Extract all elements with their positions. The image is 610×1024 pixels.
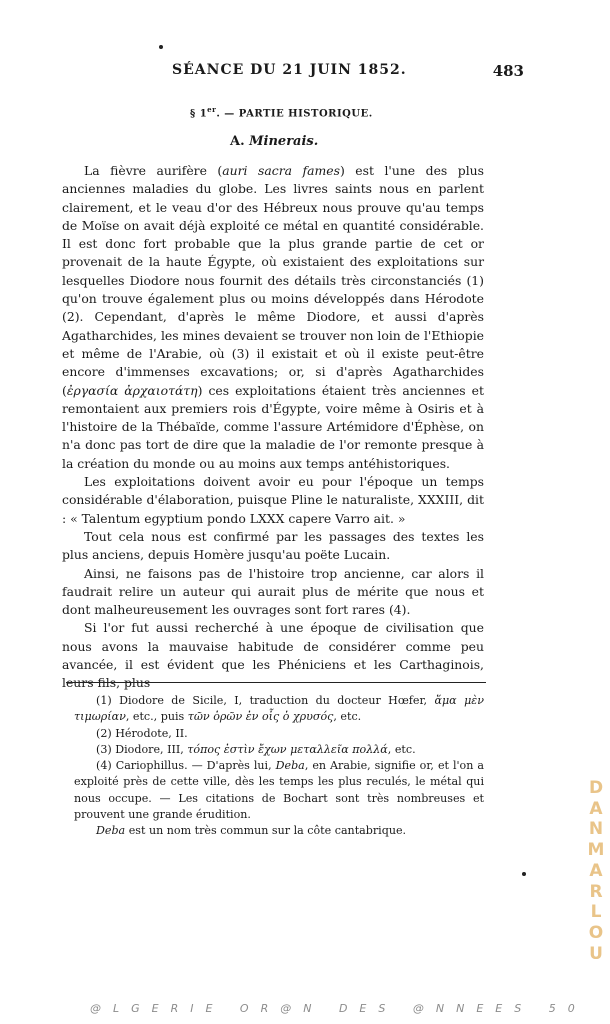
speck-mark <box>159 45 163 49</box>
subsection-name: Minerais. <box>249 134 319 149</box>
watermark-letter: R <box>589 881 603 902</box>
text-run: est un nom très commun sur la côte cantabrique. <box>125 824 407 838</box>
text-run: (3) Diodore, III, <box>96 742 188 756</box>
section-sup: er <box>207 105 217 114</box>
greek-run: ἅμα μὲν τιμωρίαν <box>74 694 484 724</box>
footnote <box>74 823 484 839</box>
section-mark: § 1 <box>190 108 208 120</box>
paragraph: Les exploitations doivent avoir eu pour l'époque un temps considérable d'élaboration, puisque Pline le naturaliste, XXXIII, dit : « Talentum egyptium pondo LXXX capere Varro ait. » <box>62 474 484 526</box>
paragraph <box>62 162 484 473</box>
subsection-letter: A. <box>230 134 245 149</box>
footnote <box>74 693 484 726</box>
text-run: , etc. <box>333 710 362 724</box>
text-run: ) ces exploitations étaient très anciennes et remontaient aux premiers rois d'Égypte, voire même à Osiris et à l'histoire de la Thébaïde, comme l'assure Artémidore d'Éphèse, on n'a donc pas tort de dire que la maladie de l'or remonte presque à la création du monde ou au moins aux temps antéhistoriques. <box>62 382 484 471</box>
paragraph: Ainsi, ne faisons pas de l'histoire trop ancienne, car alors il faudrait relire un auteur qui aurait plus de mérite que nous et dont malheureusement les ouvrages sont fort rares (4). <box>62 565 484 618</box>
text-run: , etc. <box>387 742 416 756</box>
paragraph: Si l'or fut aussi recherché à une époque de civilisation que nous avons la mauvaise habitude de considérer comme peu avancée, il est évident que les Phéniciens et les Carthaginois, leurs fils, plus <box>62 620 484 691</box>
italic-run: Deba <box>96 824 126 838</box>
italic-run: auri sacra fames <box>222 163 340 178</box>
page-number: 483 <box>492 62 524 80</box>
text-run: , en Arabie, signifie or, et l'on a exploité près de cette ville, dès les temps les plus reculés, le métal qui nous occupe. — Les citations de Bochart sont très nombreuses et prouvent une grande érudition. <box>74 759 484 822</box>
text-run: , etc., puis <box>125 710 188 724</box>
watermark-letter: A <box>589 798 603 819</box>
watermark-letter: L <box>590 902 602 923</box>
watermark-letter: M <box>587 840 605 861</box>
watermark-letter: A <box>589 860 603 881</box>
footer-caption: @LGERIE OR@N DES @NNEES 50 <box>90 1002 587 1015</box>
footnotes <box>74 693 484 840</box>
footnote: (2) Hérodote, II. <box>96 726 188 740</box>
section-rest: . — PARTIE HISTORIQUE. <box>216 108 373 120</box>
running-header <box>60 62 550 84</box>
watermark-letter: D <box>588 778 604 798</box>
footnote <box>74 758 484 823</box>
paragraph: Tout cela nous est confirmé par les passages des textes les plus anciens, depuis Homère jusqu'au poëte Lucain. <box>62 528 484 563</box>
subsection-title <box>230 134 318 149</box>
watermark-letter: U <box>589 943 603 964</box>
footnote <box>74 742 484 758</box>
watermark-letter: N <box>588 819 604 840</box>
watermark-letter: O <box>588 922 604 943</box>
header-title: SÉANCE DU 21 JUIN 1852. <box>172 62 407 78</box>
greek-run: ἐργασία ἀρχαιοτάτη <box>66 382 198 398</box>
greek-run: τῶν ὁρῶν ἐν οἷς ὁ χρυσός <box>187 710 334 724</box>
italic-run: Deba <box>275 759 305 773</box>
greek-run: τόπος ἐστὶν ἔχων μεταλλεῖα πολλά <box>187 742 388 756</box>
text-run: (4) Cariophillus. — D'après lui, <box>96 759 276 773</box>
speck-mark <box>522 872 526 876</box>
vertical-watermark <box>585 778 607 964</box>
text-run: ) est l'une des plus anciennes maladies du globe. Les livres saints nous en parlent clairement, et le veau d'or des Hébreux nous prouve qu'au temps de Moïse on avait déjà exploité ce métal en quantité considérable. Il est donc fort probable que la plus grande partie de cet or provenait de la haute Égypte, où existaient des exploitations sur lesquelles Diodore nous fournit des détails très circonstanciés (1) qu'on trouve également plus ou moins développés dans Hérodote (2). Cependant, d'après le même Diodore, et aussi d'après Agatharchides, les mines devaient se trouver non loin de l'Ethiopie et même de l'Arabie, où (3) il existait et où il existe peut-être encore d'immenses excavations; or, si d'après Agatharchides ( <box>62 163 485 398</box>
text-run: La fièvre aurifère ( <box>84 163 223 178</box>
body-text <box>62 162 484 693</box>
footnote-divider <box>66 682 486 683</box>
section-title <box>190 105 373 119</box>
text-run: (1) Diodore de Sicile, I, traduction du docteur Hœfer, <box>96 694 435 707</box>
